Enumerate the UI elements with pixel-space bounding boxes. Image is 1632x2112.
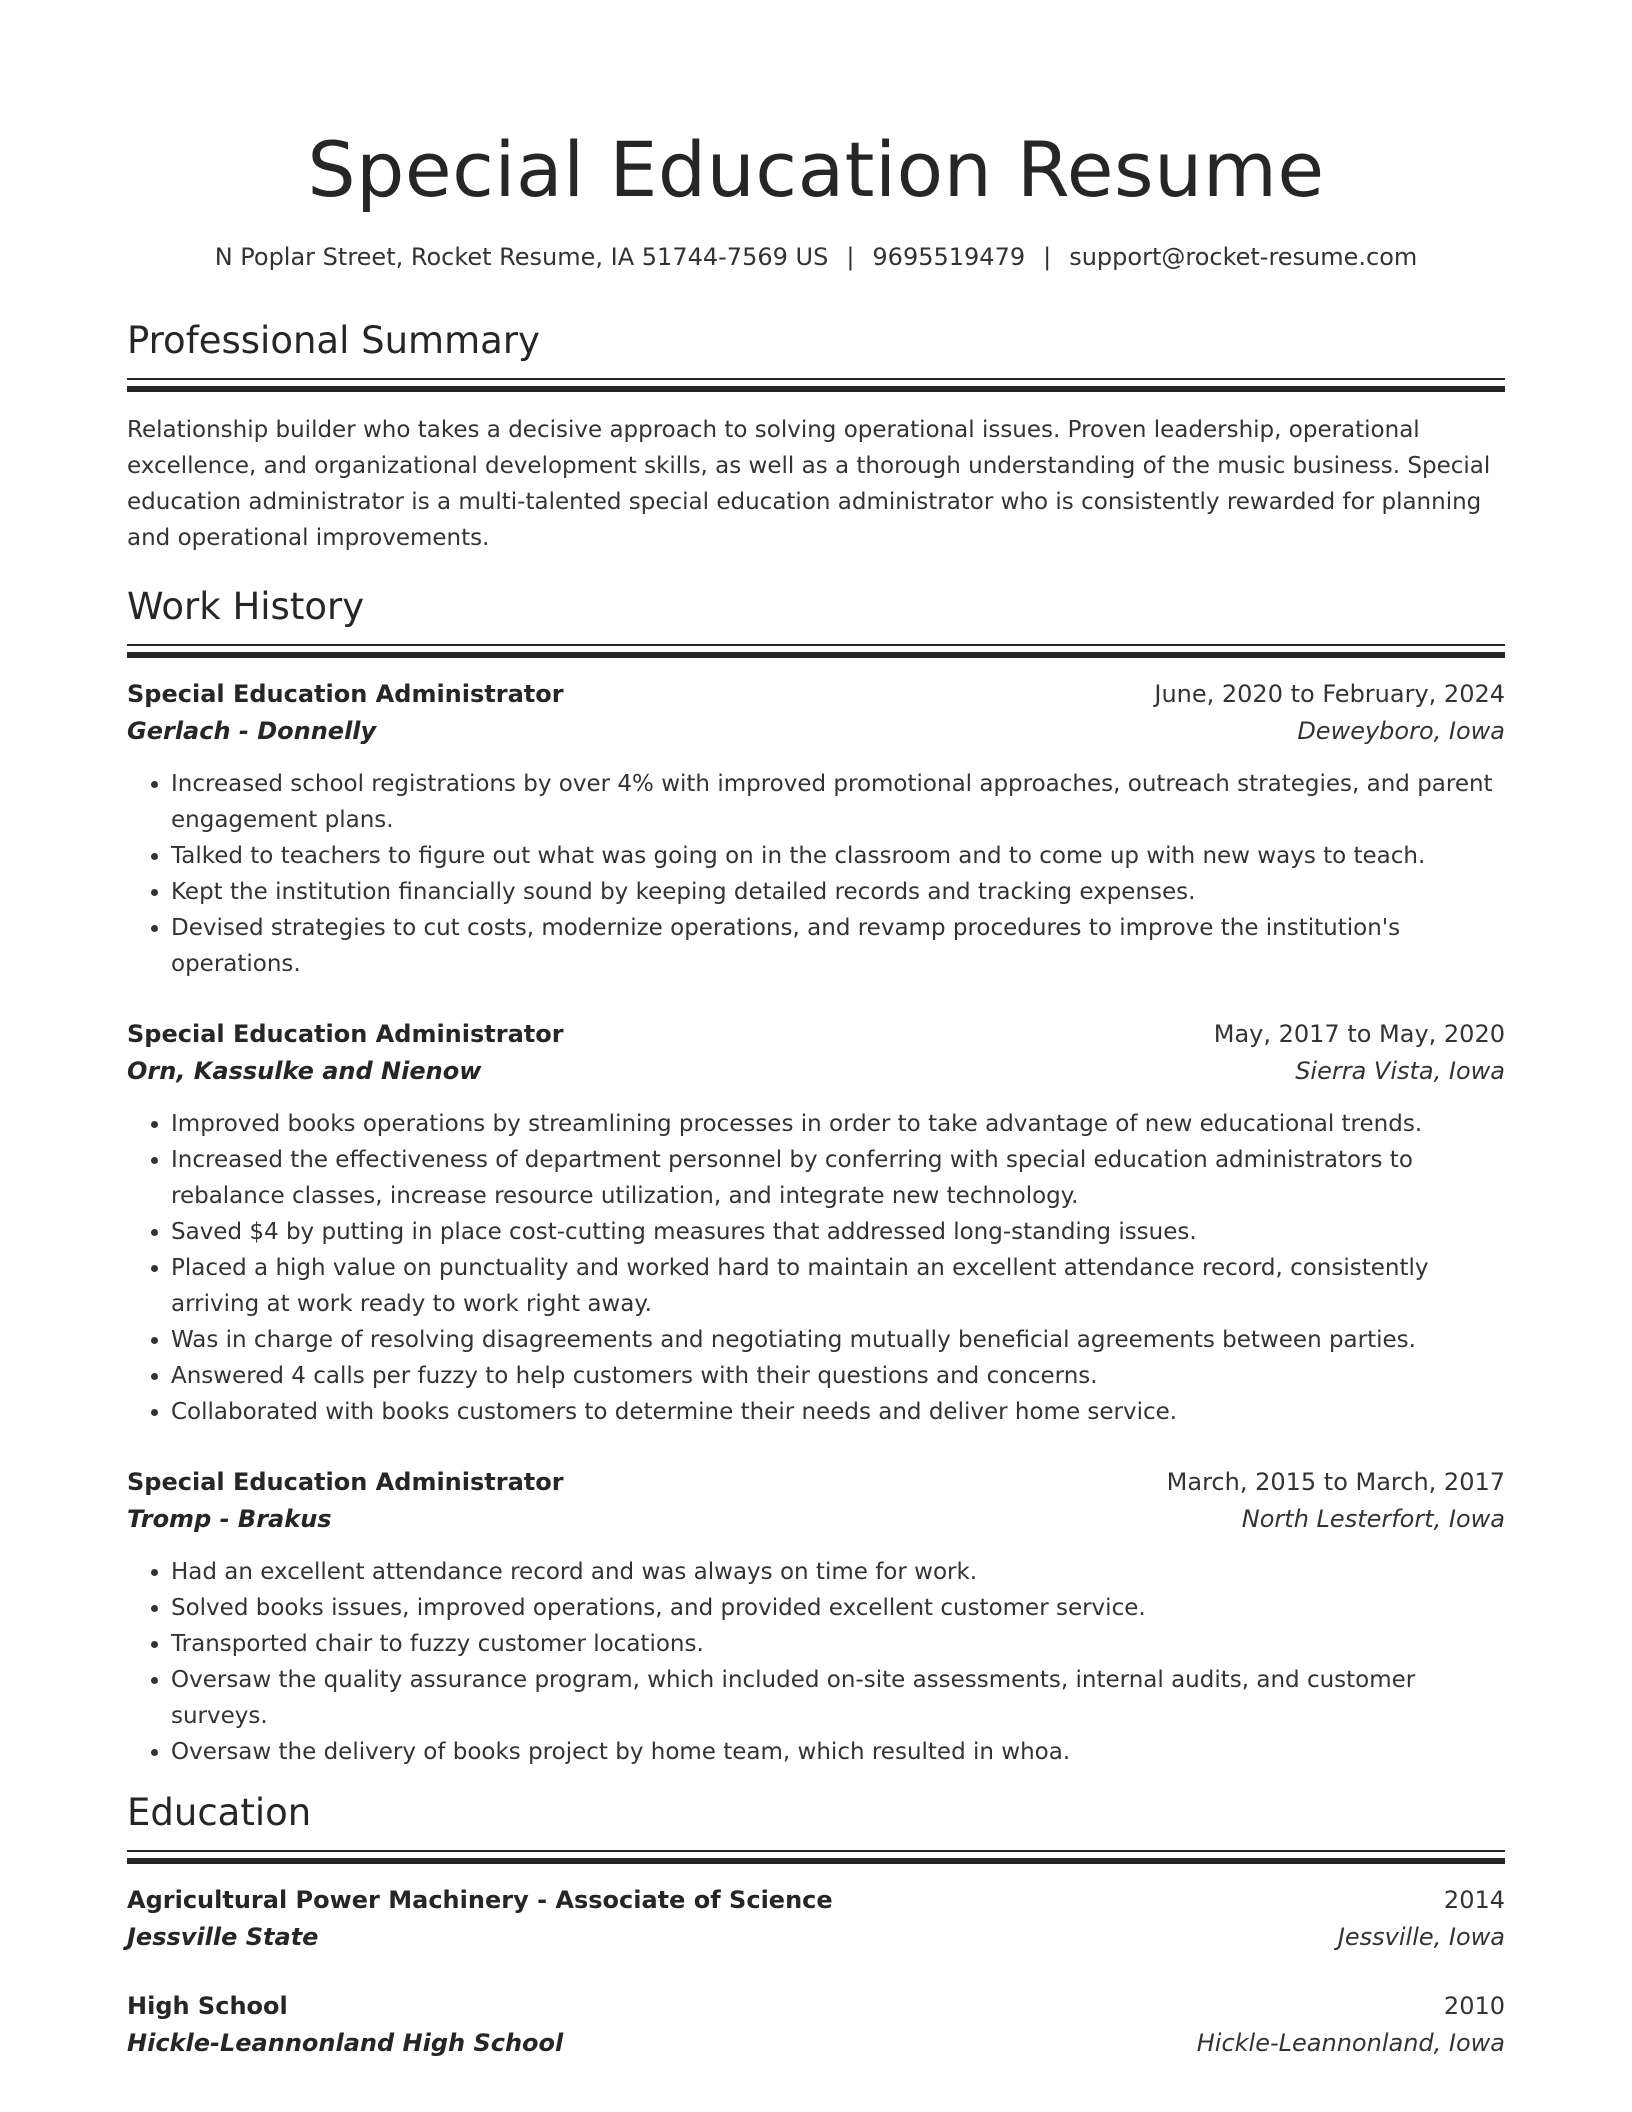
contact-email: support@rocket-resume.com <box>1069 243 1418 271</box>
work-history-heading: Work History <box>127 585 365 628</box>
job-header-row <box>127 1016 1505 1052</box>
job-company-row <box>127 1052 1505 1090</box>
education-location: Hickle-Leannonland, Iowa <box>1196 2029 1505 2057</box>
job-bullet: • Improved books operations by streamlining processes in order to take advantage of new educational trends. <box>171 1106 1505 1142</box>
education-entry <box>127 1882 1505 1956</box>
job-location: Deweyboro, Iowa <box>1297 717 1505 745</box>
job-company: Tromp - Brakus <box>127 1505 332 1533</box>
education-degree: High School <box>127 1992 288 2020</box>
job-bullet: • Talked to teachers to figure out what was going on in the classroom and to come up with new ways to teach. <box>171 838 1505 874</box>
section-divider <box>127 378 1505 380</box>
job-bullets <box>127 1106 1505 1430</box>
job-entry <box>127 676 1505 982</box>
contact-line <box>127 242 1505 272</box>
job-dates: March, 2015 to March, 2017 <box>1166 1468 1505 1496</box>
education-header-row <box>127 1882 1505 1918</box>
education-school: Hickle-Leannonland High School <box>127 2029 564 2057</box>
section-divider <box>127 644 1505 646</box>
contact-separator: | <box>846 243 855 271</box>
job-bullet: • Was in charge of resolving disagreements and negotiating mutually beneficial agreements between parties. <box>171 1322 1505 1358</box>
education-heading: Education <box>127 1791 312 1834</box>
job-bullet: • Placed a high value on punctuality and worked hard to maintain an excellent attendance record, consistently arriving at work ready to work right away. <box>171 1250 1505 1322</box>
section-divider-thick <box>127 1858 1505 1864</box>
education-section <box>127 1790 1505 2062</box>
job-location: Sierra Vista, Iowa <box>1295 1057 1505 1085</box>
job-bullets <box>127 1554 1505 1770</box>
job-title: Special Education Administrator <box>127 1020 564 1048</box>
job-title: Special Education Administrator <box>127 1468 564 1496</box>
education-school-row <box>127 2024 1505 2062</box>
job-bullet: • Kept the institution financially sound by keeping detailed records and tracking expenses. <box>171 874 1505 910</box>
job-company-row <box>127 712 1505 750</box>
job-bullets <box>127 766 1505 982</box>
work-history-section <box>127 584 1505 1770</box>
education-entry <box>127 1988 1505 2062</box>
summary-text: Relationship builder who takes a decisive approach to solving operational issues. Proven leadership, operational excellence, and organizational development skills, as well as a thorough understanding of the music business. Special education administrator is a multi-talented special education administrator who is consistently rewarded for planning and operational improvements. <box>127 417 1491 551</box>
education-year: 2014 <box>1443 1886 1505 1914</box>
job-bullet: • Had an excellent attendance record and was always on time for work. <box>171 1554 1505 1590</box>
job-title: Special Education Administrator <box>127 680 564 708</box>
job-bullet: • Increased the effectiveness of department personnel by conferring with special education administrators to rebalance classes, increase resource utilization, and integrate new technology. <box>171 1142 1505 1214</box>
job-bullet: • Answered 4 calls per fuzzy to help customers with their questions and concerns. <box>171 1358 1505 1394</box>
job-dates: June, 2020 to February, 2024 <box>1154 680 1505 708</box>
job-bullet: • Oversaw the quality assurance program, which included on-site assessments, internal audits, and customer surveys. <box>171 1662 1505 1734</box>
education-school: Jessville State <box>127 1923 319 1951</box>
job-entry <box>127 1016 1505 1430</box>
job-header-row <box>127 1464 1505 1500</box>
education-location: Jessville, Iowa <box>1337 1923 1505 1951</box>
resume-title: Special Education Resume <box>307 125 1325 214</box>
job-bullet: • Solved books issues, improved operations, and provided excellent customer service. <box>171 1590 1505 1626</box>
education-school-row <box>127 1918 1505 1956</box>
job-location: North Lesterfort, Iowa <box>1241 1505 1505 1533</box>
section-divider-thick <box>127 652 1505 658</box>
contact-separator: | <box>1043 243 1052 271</box>
education-degree: Agricultural Power Machinery - Associate of Science <box>127 1886 833 1914</box>
job-bullet: • Oversaw the delivery of books project by home team, which resulted in whoa. <box>171 1734 1505 1770</box>
job-company: Orn, Kassulke and Nienow <box>127 1057 482 1085</box>
job-dates: May, 2017 to May, 2020 <box>1213 1020 1505 1048</box>
summary-heading: Professional Summary <box>127 319 540 362</box>
contact-phone: 9695519479 <box>872 243 1026 271</box>
job-bullet: • Collaborated with books customers to determine their needs and deliver home service. <box>171 1394 1505 1430</box>
job-entry <box>127 1464 1505 1770</box>
education-header-row <box>127 1988 1505 2024</box>
education-year: 2010 <box>1443 1992 1505 2020</box>
job-company: Gerlach - Donnelly <box>127 717 377 745</box>
job-bullet: • Devised strategies to cut costs, modernize operations, and revamp procedures to improve the institution's operations. <box>171 910 1505 982</box>
job-company-row <box>127 1500 1505 1538</box>
summary-section <box>127 318 1505 556</box>
section-divider-thick <box>127 386 1505 392</box>
job-bullet: • Increased school registrations by over 4% with improved promotional approaches, outreach strategies, and parent engagement plans. <box>171 766 1505 838</box>
job-bullet: • Transported chair to fuzzy customer locations. <box>171 1626 1505 1662</box>
job-bullet: • Saved $4 by putting in place cost-cutting measures that addressed long-standing issues. <box>171 1214 1505 1250</box>
job-header-row <box>127 676 1505 712</box>
contact-address: N Poplar Street, Rocket Resume, IA 51744-7569 US <box>214 243 829 271</box>
section-divider <box>127 1850 1505 1852</box>
